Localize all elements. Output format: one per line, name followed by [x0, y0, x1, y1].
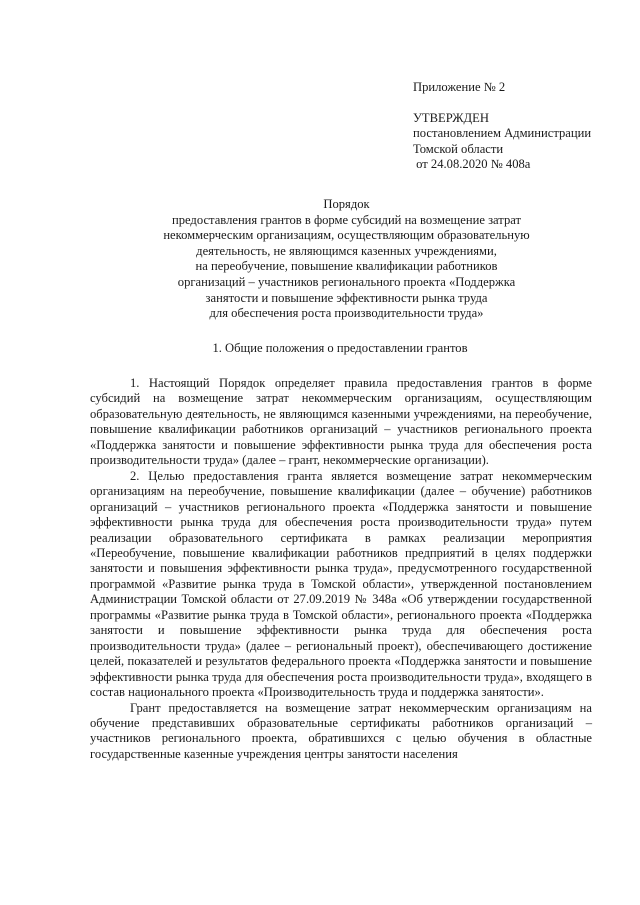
approval-line: Томской области	[413, 141, 504, 156]
title-line: на переобучение, повышение квалификации работников	[195, 259, 498, 274]
title-line: Порядок	[323, 197, 370, 211]
title-line: деятельность, не являющимся казенных учреждениями,	[196, 243, 497, 258]
title-line: некоммерческим организациям, осуществляющим образовательную	[163, 228, 530, 243]
title-line: предоставления грантов в форме субсидий на возмещение затрат	[171, 212, 522, 227]
title-line: занятости и повышение эффективности рынка труда	[205, 290, 488, 305]
document-title	[120, 197, 573, 322]
paragraph: Грант предоставляется на возмещение затрат некоммерческим организациям на обучение представивших образовательные сертификаты работников организаций – участников регионального проекта, обратившихся с целью обучения в областные государственные казенные учреждения центры занятости населения	[90, 700, 592, 761]
section-heading: 1. Общие положения о предоставлении грантов	[212, 341, 468, 355]
document-body	[90, 376, 592, 762]
approval-block	[413, 80, 628, 173]
approval-title: УТВЕРЖДЕН	[413, 110, 489, 125]
paragraph: 2. Целью предоставления гранта является возмещение затрат некоммерческим организациям на переобучение, повышение квалификации (далее – обучение) работников организаций – участников регионального проекта «Поддержка занятости и повышение эффективности рынка труда для обеспечения роста производительности труда» путем реализации образовательного сертификата в рамках реализации мероприятия «Переобучение, повышение квалификации работников предприятий в целях поддержки занятости и повышения эффективности рынка труда», предусмотренного государственной программой «Развитие рынка труда в Томской области», утвержденной постановлением Администрации Томской области от 27.09.2019 № 348а «Об утверждении государственной программы «Развитие рынка труда в Томской области», регионального проекта «Поддержка занятости и повышение эффективности рынка труда для обеспечения роста производительности труда» (далее – региональный проект), обеспечивающего достижение целей, показателей и результатов федерального проекта «Поддержка занятости и повышение эффективности рынка труда для обеспечения роста производительности труда», входящего в состав национального проекта «Производительность труда и поддержка занятости».	[90, 468, 592, 700]
approval-date: от 24.08.2020 № 408а	[413, 157, 531, 172]
paragraph: 1. Настоящий Порядок определяет правила предоставления грантов в форме субсидий на возмещение затрат некоммерческим организациям, осуществляющим образовательную деятельность, не являющимся казенными учреждениями, на переобучение, повышение квалификации работников организаций – участников регионального проекта «Поддержка занятости и повышение эффективности рынка труда для обеспечения роста производительности труда» (далее – грант, некоммерческие организации).	[90, 376, 592, 468]
title-line: организаций – участников регионального проекта «Поддержка	[177, 274, 516, 289]
appendix-label: Приложение № 2	[413, 80, 506, 94]
approval-line: постановлением Администрации	[413, 126, 592, 141]
title-line: для обеспечения роста производительности труда»	[209, 306, 484, 321]
